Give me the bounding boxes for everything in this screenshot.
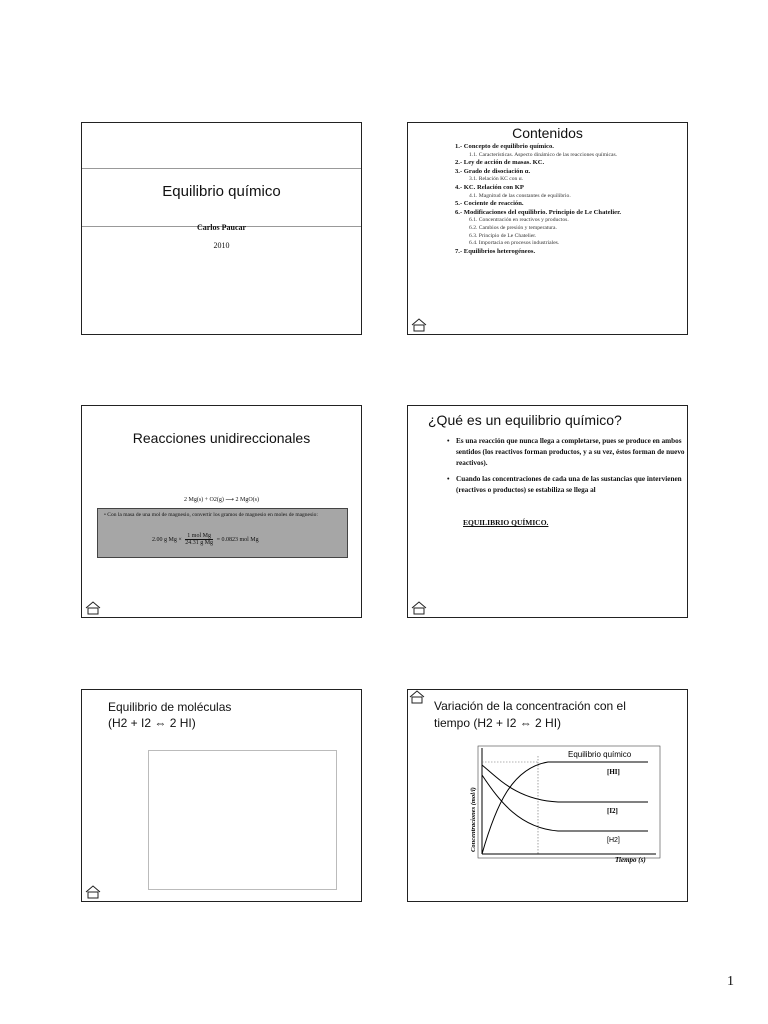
series-label-h2: [H2] <box>607 837 620 844</box>
concentration-chart <box>408 690 688 902</box>
home-icon[interactable] <box>84 885 102 899</box>
reaction-equation: 2 Mg(s) + O2(g) ⟶ 2 MgO(s) <box>184 497 259 503</box>
list-item: 5.- Cociente de reacción. <box>455 200 524 208</box>
list-item: 1.- Concepto de equilibrio químico. <box>455 143 554 150</box>
slide-2 <box>407 122 688 335</box>
calc-numerator: 1 mol Mg <box>185 533 213 540</box>
slide-1 <box>81 122 362 335</box>
example-calculation <box>152 533 259 546</box>
list-item: 6.3. Principio de Le Chatelier. <box>469 232 537 239</box>
slide-title <box>108 699 231 731</box>
series-hi-line <box>482 762 648 854</box>
list-item: 1.1. Características. Aspecto dinámico de las reacciones químicas. <box>469 151 618 158</box>
slide-title: Contenidos <box>512 125 583 141</box>
list-item: 6.- Modificaciones del equilibrio. Principio de Le Chatelier. <box>455 208 622 216</box>
title-line-2: tiempo (H2 + I2 ⇔ 2 HI) <box>434 716 562 730</box>
page-number: 1 <box>727 974 734 989</box>
contents-list <box>455 143 687 256</box>
home-icon[interactable] <box>84 601 102 615</box>
slide-5 <box>81 689 362 902</box>
list-item: 4.- KC. Relación con KP <box>455 183 524 191</box>
list-item: 2.- Ley de acción de masas. KC. <box>455 159 545 167</box>
home-icon[interactable] <box>408 690 426 704</box>
slide-title: Reacciones unidireccionales <box>132 430 311 446</box>
title-line-1: Equilibrio de moléculas <box>108 700 232 714</box>
y-axis-label: Concentraciones (mol/l) <box>470 787 477 852</box>
x-axis-label: Tiempo (s) <box>615 856 646 864</box>
series-label-hi: [HI] <box>607 768 620 776</box>
example-box <box>97 508 348 558</box>
slide-title: ¿Qué es un equilibrio químico? <box>428 412 622 428</box>
list-item: 6.2. Cambios de presión y temperatura. <box>469 224 557 231</box>
emphasis-text: EQUILIBRIO QUÍMICO. <box>463 518 549 527</box>
list-item: 7.- Equilibrios heterogéneos. <box>455 247 536 255</box>
home-icon[interactable] <box>410 601 428 615</box>
year: 2010 <box>213 241 230 250</box>
calc-left: 2.00 g Mg × <box>152 536 182 543</box>
slide-4 <box>407 405 688 618</box>
list-item: 3.- Grado de disociación α. <box>455 167 531 175</box>
list-item: 4.1. Magnitud de las constantes de equilibrio. <box>469 192 571 199</box>
list-item: 3.1. Relación KC con α. <box>469 176 524 183</box>
animation-placeholder[interactable] <box>148 750 337 890</box>
list-item: 6.1. Concentración en reactivos y productos. <box>469 217 569 224</box>
bullet-2: • Cuando las concentraciones de cada una de las sustancias que intervienen (reactivos o productos) se estabiliza se llega al <box>456 474 686 496</box>
author: Carlos Paucar <box>196 223 247 232</box>
title-line-1: Variación de la concentración con el <box>434 699 626 713</box>
home-icon[interactable] <box>410 318 428 332</box>
example-text: • Con la masa de una mol de magnesio, convertir los gramos de magnesio en moles de magnesio: <box>104 512 318 518</box>
calc-right: = 0.0823 mol Mg <box>216 536 259 543</box>
calc-denominator: 24.31 g Mg <box>185 540 214 546</box>
series-h2-line <box>482 775 648 831</box>
list-item: 6.4. Importacia en procesos industriales. <box>469 240 560 247</box>
slide-6 <box>407 689 688 902</box>
title-line-2: (H2 + I2 ⇔ 2 HI) <box>108 716 196 730</box>
series-label-i2: [I2] <box>607 807 618 815</box>
series-i2-line <box>482 765 648 802</box>
slide-title: Equilibrio químico <box>162 183 281 200</box>
slide-3 <box>81 405 362 618</box>
bullet-1: • Es una reacción que nunca llega a completarse, pues se produce en ambos sentidos (los reactivos forman productos, y a su vez, éstos forman de nuevo reactivos). <box>456 436 686 469</box>
chart-title: Equilibrio químico <box>568 750 632 759</box>
